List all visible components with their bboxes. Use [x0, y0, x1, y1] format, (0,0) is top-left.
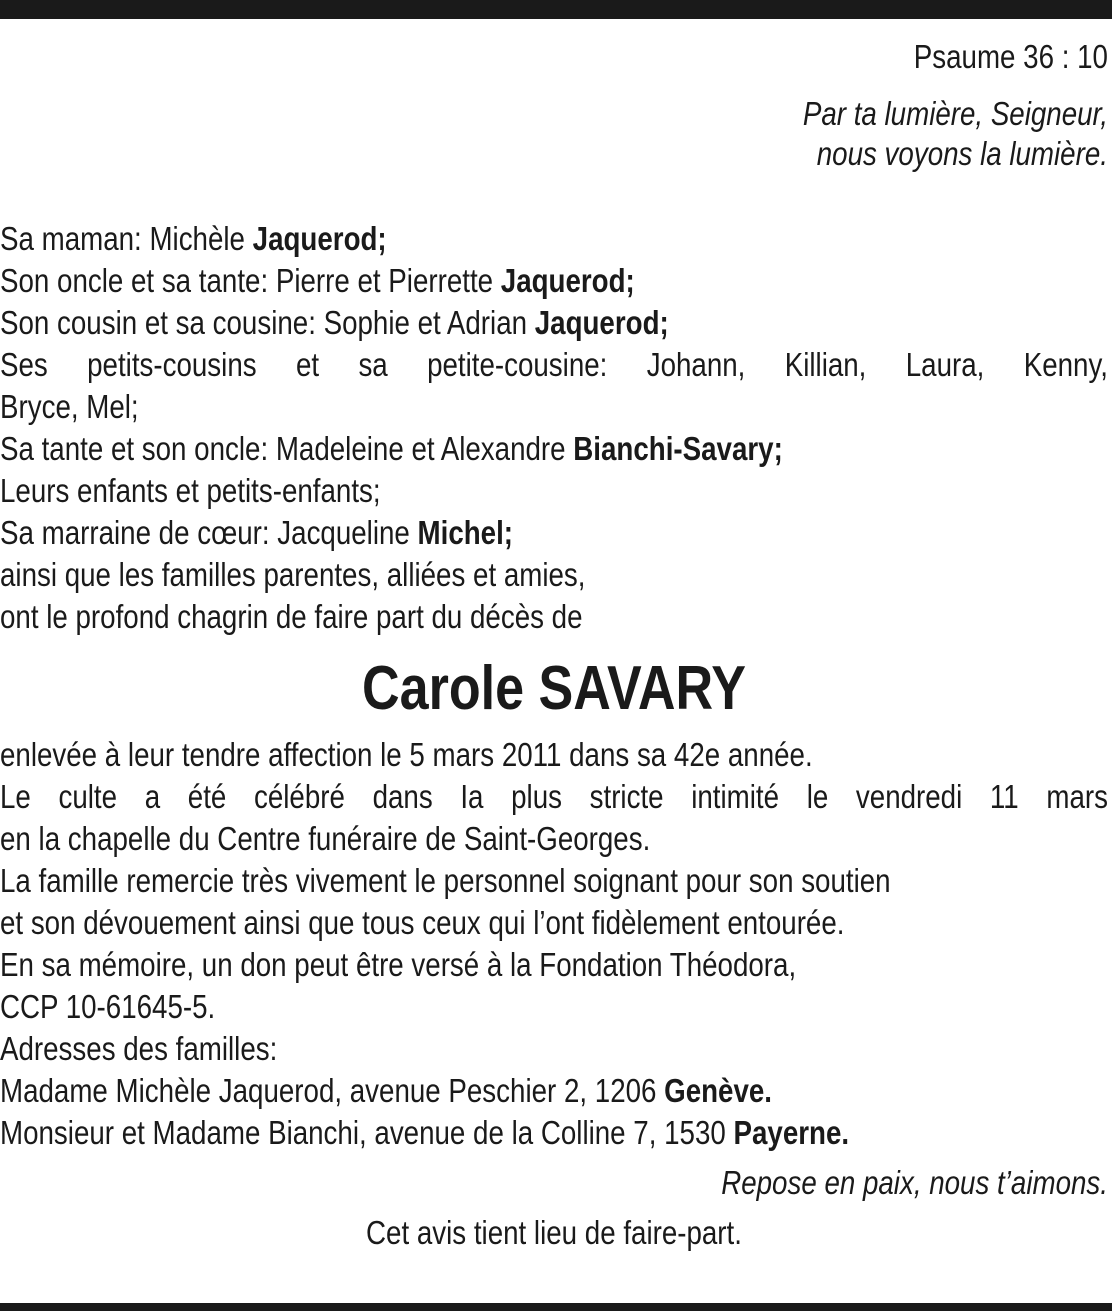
- family-line: Leurs enfants et petits-enfants;: [0, 472, 381, 509]
- family-line: ont le profond chagrin de faire part du décès de: [0, 598, 583, 635]
- body-line: En sa mémoire, un don peut être versé à la Fondation Théodora,: [0, 946, 797, 983]
- family-line: Sa maman: Michèle Jaquerod;: [0, 220, 387, 257]
- deceased-name: Carole SAVARY: [362, 654, 746, 723]
- bible-verse: [0, 94, 1108, 174]
- address-line: Madame Michèle Jaquerod, avenue Peschier 2, 1206 Genève.: [0, 1072, 773, 1109]
- bottom-rule: [0, 1303, 1112, 1311]
- body-line: et son dévouement ainsi que tous ceux qui l’ont fidèlement entourée.: [0, 904, 845, 941]
- closing-phrase: Repose en paix, nous t’aimons.: [721, 1164, 1108, 1201]
- notice-body: [0, 734, 1108, 1154]
- verse-line-2: nous voyons la lumière.: [816, 135, 1108, 172]
- body-line: en la chapelle du Centre funéraire de Saint-Georges.: [0, 820, 651, 857]
- family-list: [0, 218, 1108, 638]
- notice-statement: Cet avis tient lieu de faire-part.: [366, 1214, 742, 1251]
- family-line: Sa marraine de cœur: Jacqueline Michel;: [0, 514, 514, 551]
- family-line: Ses petits-cousins et sa petite-cousine: Johann, Killian, Laura, Kenny,: [0, 346, 1108, 383]
- body-line: La famille remercie très vivement le personnel soignant pour son soutien: [0, 862, 891, 899]
- obituary-notice: [0, 36, 1108, 1254]
- verse-line-1: Par ta lumière, Seigneur,: [802, 95, 1108, 132]
- family-line: Sa tante et son oncle: Madeleine et Alexandre Bianchi-Savary;: [0, 430, 783, 467]
- body-line: enlevée à leur tendre affection le 5 mars 2011 dans sa 42e année.: [0, 736, 813, 773]
- family-line: Bryce, Mel;: [0, 388, 139, 425]
- family-line: ainsi que les familles parentes, alliées et amies,: [0, 556, 586, 593]
- top-rule: [0, 0, 1112, 19]
- psalm-reference: Psaume 36 : 10: [913, 38, 1108, 75]
- family-line: Son cousin et sa cousine: Sophie et Adrian Jaquerod;: [0, 304, 669, 341]
- body-line: Adresses des familles:: [0, 1030, 278, 1067]
- address-line: Monsieur et Madame Bianchi, avenue de la Colline 7, 1530 Payerne.: [0, 1114, 850, 1151]
- body-line: Le culte a été célébré dans Ia plus stricte intimité le vendredi 11 mars: [0, 778, 1108, 815]
- family-line: Son oncle et sa tante: Pierre et Pierrette Jaquerod;: [0, 262, 635, 299]
- body-line: CCP 10-61645-5.: [0, 988, 216, 1025]
